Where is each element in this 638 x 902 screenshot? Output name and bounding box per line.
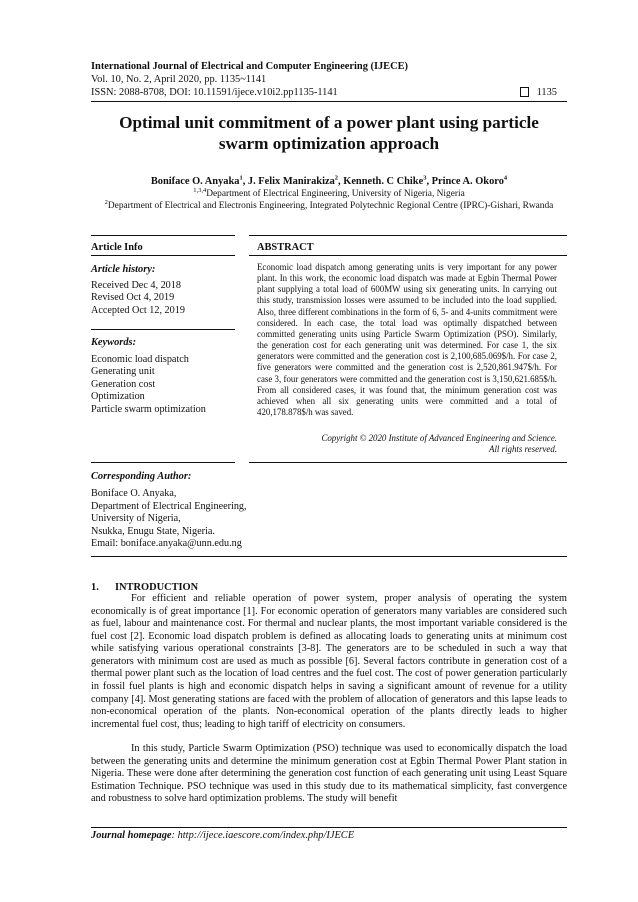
author-sup: 2 [334,174,339,182]
keyword-item: Particle swarm optimization [91,404,206,415]
corresponding-line: University of Nigeria, [91,513,181,524]
keyword-item: Optimization [91,391,145,402]
author-list: Boniface O. Anyaka$^1$, J. Felix Manirakiza$^2$, Kenneth. C Chike$^3$, Prince A. Okoro$^4$ [150,174,508,187]
abstract-heading: ABSTRACT [257,242,314,253]
page-box-icon [520,87,529,97]
history-rule [91,329,235,330]
abstract-top-rule [249,235,567,236]
author-sup: 4 [503,174,508,182]
title-line-1: Optimal unit commitment of a power plant using particle [119,113,539,132]
corresponding-line: Boniface O. Anyaka, [91,488,177,499]
info-bottom-rule [91,556,567,557]
info-head-rule [91,255,235,256]
affiliation-1: $^{1,3,4}$Department of Electrical Engineering, University of Nigeria, Nigeria [193,186,465,199]
keywords-rule [91,462,235,463]
affiliation-2: $^2$Department of Electrical and Electronis Engineering, Integrated Polytechnic Regional Centre (IPRC)-Gishari, Rwanda [104,198,554,211]
received-date: Received Dec 4, 2018 [91,280,181,291]
history-heading: Article history: [91,264,156,275]
keyword-item: Generating unit [91,366,155,377]
body-paragraph: For efficient and reliable operation of power system, proper analysis of operating the system economically is of great importance [1]. For economic operation of generators many variables are considered such as fuel, labour and maintenance cost. For thermal and nuclear plants, the most important variable considered is the fuel cost [2]. Economic load dispatch problem is defined as allocating loads to generating units at minimum cost while satisfying various operational constraints [3-8]. The generators are to be scheduled in such a way that generators with minimum cost are used as much as possible [6]. Several factors contribute in generation cost of a thermal power plant such as the location of load centres and the fuel cost. The cost of power generation particularly in fossil fuel plants is high and economic dispatch helps in saving a significant amount of revenue for a utility company [4]. Most generating stations are faced with the problem of allocation of generators and this lapse leads to non-economical operation of the plants. Non-economical operation of the plants directly leads to higher incremental fuel cost, thus; leading to high tariff of electricity on consumers. [91,593,567,730]
author-name: Boniface O. Anyaka [150,176,240,187]
journal-name: International Journal of Electrical and Computer Engineering (IJECE) [91,61,409,72]
abstract-head-rule [249,255,567,256]
keyword-item: Economic load dispatch [91,354,189,365]
section-heading-introduction: 1. INTRODUCTION [91,582,199,593]
corresponding-line: Nsukka, Enugu State, Nigeria. [91,526,215,537]
title-line-2: swarm optimization approach [218,134,440,153]
author-sup: 3 [423,174,427,182]
author-name: Prince A. Okoro [431,176,504,187]
author-name: Kenneth. C Chike [343,176,424,187]
body-paragraph: In this study, Particle Swarm Optimization (PSO) technique was used to economically dispatch the load between the generating units and determine the minimum generation cost at Egbin Thermal Power Plant station in Nigeria. These were done after determining the generation cost function of each generating unit using Least Square Estimation Technique. PSO technique was used in this study due to its mathematical simplicity, fast convergence and robustness to solve hard optimization problems. The study will benefit [91,743,567,805]
keyword-item: Generation cost [91,379,156,390]
copyright-notice: Copyright © 2020 Institute of Advanced Engineering and Science. All rights reserved. [321,433,557,455]
journal-volume: Vol. 10, No. 2, April 2020, pp. 1135~1141 [91,74,267,85]
paper-title [91,112,567,154]
revised-date: Revised Oct 4, 2019 [91,292,175,303]
abstract-bottom-rule [249,462,567,463]
accepted-date: Accepted Oct 12, 2019 [91,305,185,316]
info-top-rule [91,235,235,236]
keywords-heading: Keywords: [91,337,137,348]
header-rule [91,101,567,102]
corresponding-author-heading: Corresponding Author: [91,471,192,482]
author-name: J. Felix Manirakiza [247,176,335,187]
article-info-heading: Article Info [91,242,143,253]
page-number: 1135 [536,87,557,98]
footer-rule [91,827,567,828]
corresponding-line: Department of Electrical Engineering, [91,501,247,512]
corresponding-email: Email: boniface.anyaka@unn.edu.ng [91,538,242,549]
journal-issn-doi: ISSN: 2088-8708, DOI: 10.11591/ijece.v10i2.pp1135-1141 [91,87,338,98]
journal-homepage[interactable]: Journal homepage: http://ijece.iaescore.com/index.php/IJECE [91,830,355,841]
author-sup: 1 [239,174,243,182]
abstract-text: Economic load dispatch among generating units is very important for any power plant. In this work, the economic load dispatch was made at Egbin Thermal Power plant supplying a total load of 600MW using six generating units. In carrying out this study, transmission losses were assumed to be included into the load supplied. Also, three different combinations in the form of 6, 5- and 4-units commitment were considered. In each case, the total load was optimally dispatched between committed generating units using Particle Swarm Optimization (PSO). Similarly, the generation cost for each generating unit was determined. For case 1, the six generators were committed and the generation cost is 2,100,685.069$/h. For case 2, five generators were committed and the generation cost is 2,520,861.947$/h. For case 3, four generators were committed and the generation cost is 3,150,621.685$/h. From all considered cases, it was found that, the minimum generation cost was achieved when all six generating units were committed and a total of 420,178.878$/h was saved. [257,262,557,418]
